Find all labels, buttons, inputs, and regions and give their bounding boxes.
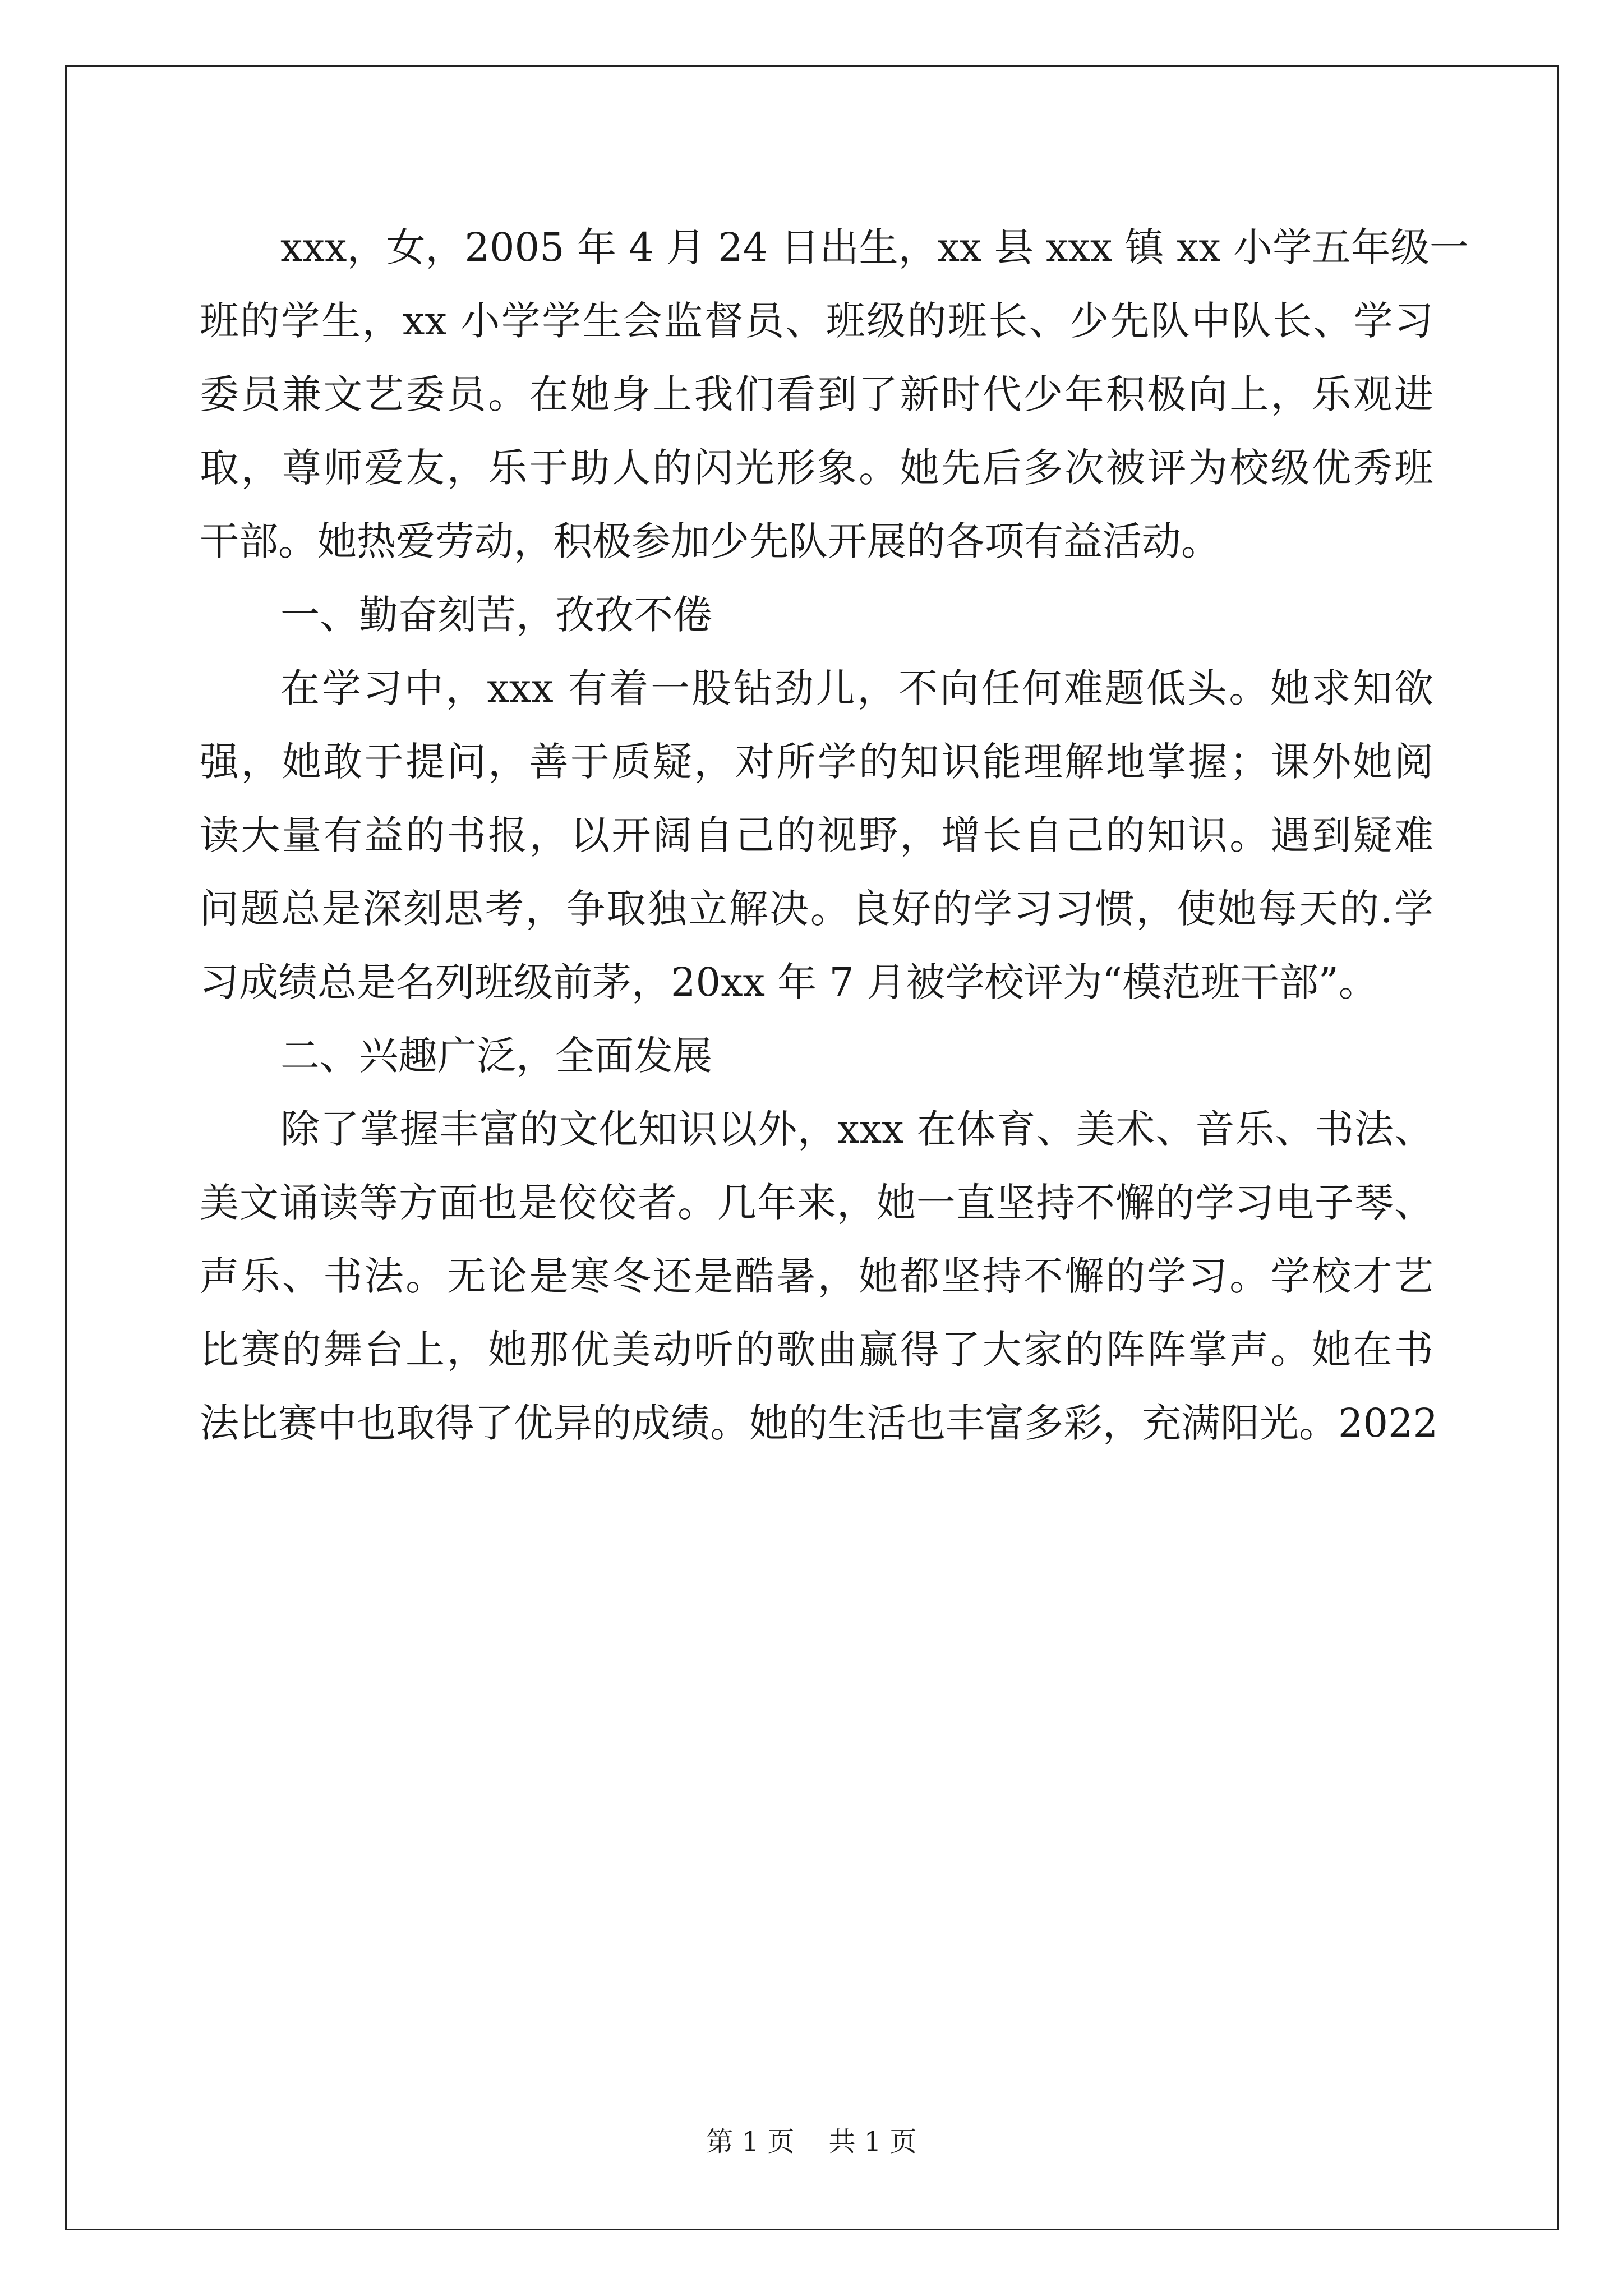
section-heading: 一、勤奋刻苦，孜孜不倦 [280,592,712,638]
paragraph-line: 除了掌握丰富的文化知识以外，xxx 在体育、美术、音乐、书法、 [280,1106,1433,1152]
paragraph-line: 习成绩总是名列班级前茅，20xx 年 7 月被学校评为“模范班干部”。 [200,959,1378,1005]
paragraph-line: 美文诵读等方面也是佼佼者。几年来，她一直坚持不懈的学习电子琴、 [200,1180,1433,1226]
paragraph-line: 法比赛中也取得了优异的成绩。她的生活也丰富多彩，充满阳光。2022 [200,1400,1438,1446]
paragraph-line: 强，她敢于提问，善于质疑，对所学的知识能理解地掌握；课外她阅 [200,739,1433,785]
section-heading: 二、兴趣广泛，全面发展 [280,1033,712,1079]
paragraph-line: 委员兼文艺委员。在她身上我们看到了新时代少年积极向上，乐观进 [200,371,1433,417]
paragraph-line: 在学习中，xxx 有着一股钻劲儿，不向任何难题低头。她求知欲 [280,665,1433,711]
page-number-footer: 第 1 页 共 1 页 [706,2126,917,2157]
paragraph-line: 取，尊师爱友，乐于助人的闪光形象。她先后多次被评为校级优秀班 [200,445,1433,491]
paragraph-line: xxx，女，2005 年 4 月 24 日出生，xx 县 xxx 镇 xx 小学五年级一 [280,224,1469,270]
paragraph-line: 声乐、书法。无论是寒冬还是酷暑，她都坚持不懈的学习。学校才艺 [200,1253,1433,1299]
paragraph-line: 问题总是深刻思考，争取独立解决。良好的学习习惯，使她每天的.学 [200,886,1433,932]
paragraph-line: 干部。她热爱劳动，积极参加少先队开展的各项有益活动。 [200,518,1220,564]
paragraph-line: 比赛的舞台上，她那优美动听的歌曲赢得了大家的阵阵掌声。她在书 [200,1327,1433,1373]
paragraph-line: 读大量有益的书报，以开阔自己的视野，增长自己的知识。遇到疑难 [200,812,1433,858]
paragraph-line: 班的学生，xx 小学学生会监督员、班级的班长、少先队中队长、学习 [200,298,1433,344]
